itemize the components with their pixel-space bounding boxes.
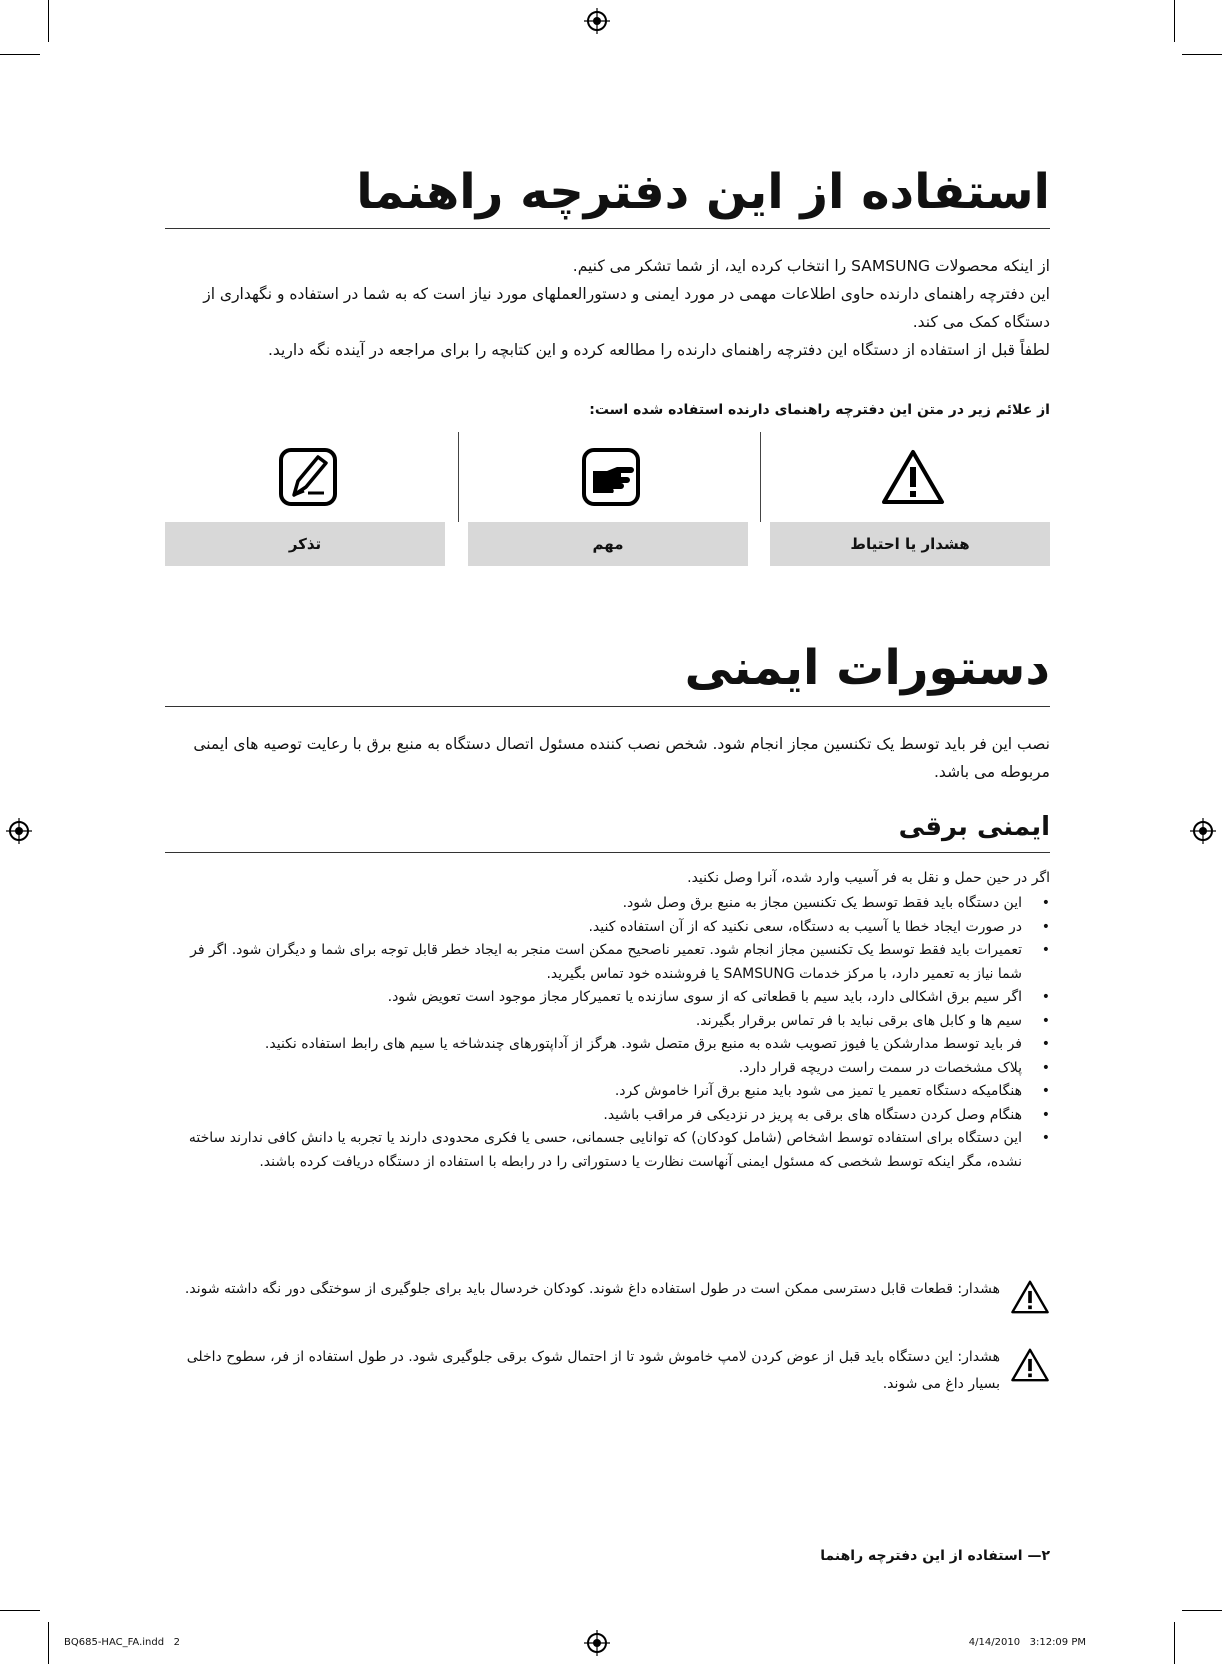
electrical-safety-list: [180, 892, 1050, 1174]
print-slug-file: BQ685-HAC_FA.indd 2: [64, 1637, 180, 1648]
subtitle-divider: [165, 852, 1050, 853]
section-title-safety: دستورات ایمنی: [684, 640, 1050, 696]
list-item: • سیم ها و کابل های برقی نباید با فر تماس برقرار بگیرند.: [695, 1012, 1050, 1029]
list-item: • پلاک مشخصات در سمت راست دریچه قرار دارد.: [738, 1059, 1050, 1076]
list-item: • این دستگاه باید فقط توسط یک تکنسین مجاز به منبع برق وصل شود.: [622, 895, 1050, 911]
crop-mark: [1174, 1622, 1175, 1664]
crop-mark: [0, 1610, 40, 1611]
warning-text: هشدار: قطعات قابل دسترسی ممکن است در طول استفاده داغ شوند. کودکان خردسال باید برای جلوگیری از سوختگی دور نگه داشته شوند.: [184, 1281, 1000, 1297]
symbol-label-note: تذکر: [165, 522, 445, 566]
symbol-cell: [468, 432, 753, 522]
warning-triangle-icon: [1010, 1280, 1050, 1314]
registration-mark-icon: [1190, 818, 1216, 844]
symbol-cell: [770, 432, 1055, 522]
list-item: • این دستگاه برای استفاده توسط اشخاص (شامل کودکان) که توانایی جسمانی، حسی یا فکری محدودی دارند یا تجربه یا دانش کافی ندارند ساخته نشده، مگر اینکه توسط شخصی که مسئول ایمنی آنهاست نظارت یا دستوراتی را در رابطه با استفاده از دستگاه دریافت کرده باشند.: [188, 1130, 1050, 1170]
symbols-legend-title: از علائم زیر در متن این دفترچه راهنمای دارنده استفاده شده است:: [589, 402, 1050, 418]
list-item: • فر باید توسط مدارشکن یا فیوز تصویب شده به منبع برق متصل شود. هرگز از آداپتورهای چندشاخه یا سیم های رابط استفاده نکنید.: [264, 1036, 1050, 1052]
warning-block: [170, 1276, 1050, 1303]
pointing-hand-icon: [581, 447, 641, 507]
symbol-divider: [760, 432, 761, 522]
intro-paragraph: لطفاً قبل از استفاده از دستگاه این دفترچه راهنمای دارنده را مطالعه کرده و این کتابچه را برای مراجعه در آینده نگه دارید.: [267, 341, 1050, 359]
crop-mark: [48, 1622, 49, 1664]
crop-mark: [0, 54, 40, 55]
title-divider: [165, 228, 1050, 229]
crop-mark: [1182, 1610, 1222, 1611]
list-item: • هنگام وصل کردن دستگاه های برقی به پریز در نزدیکی فر مراقب باشید.: [603, 1106, 1050, 1123]
registration-mark-icon: [584, 1630, 610, 1656]
print-slug-date: 4/14/2010 3:12:09 PM: [968, 1637, 1086, 1648]
safety-intro-paragraph: نصب این فر باید توسط یک تکنسین مجاز انجام شود. شخص نصب کننده مسئول اتصال دستگاه به منبع برق با رعایت توصیه های ایمنی مربوطه می باشد.: [193, 735, 1050, 781]
list-item: • تعمیرات باید فقط توسط یک تکنسین مجاز انجام شود. تعمیر ناصحیح ممکن است منجر به ایجاد خطر قابل توجه برای شما و دیگران شود. اگر فر شما نیاز به تعمیر دارد، با مرکز خدمات SAMSUNG یا فروشنده خود تماس بگیرید.: [190, 942, 1050, 982]
registration-mark-icon: [6, 818, 32, 844]
section-subtitle-electrical: ایمنی برقی: [898, 812, 1050, 842]
intro-paragraph: این دفترچه راهنمای دارنده حاوی اطلاعات مهمی در مورد ایمنی و دستورالعملهای مورد نیاز است که به شما در استفاده و نگهداری از دستگاه کمک می کند.: [203, 285, 1050, 331]
list-item: • اگر سیم برق اشکالی دارد، باید سیم با قطعاتی که از سوی سازنده یا تعمیرکار مجاز موجود است تعویض شود.: [387, 989, 1050, 1005]
symbol-cell: [165, 432, 450, 522]
warning-text: هشدار: این دستگاه باید قبل از عوض کردن لامپ خاموش شود تا از احتمال شوک برقی جلوگیری شود. در طول استفاده از فر، سطوح داخلی بسیار داغ می شوند.: [186, 1349, 1000, 1392]
registration-mark-icon: [584, 8, 610, 34]
symbol-divider: [458, 432, 459, 522]
crop-mark: [1182, 54, 1222, 55]
intro-paragraph: از اینکه محصولات SAMSUNG را انتخاب کرده اید، از شما تشکر می کنیم.: [572, 257, 1050, 275]
symbol-label-warning: هشدار یا احتیاط: [770, 522, 1050, 566]
symbol-label-important: مهم: [468, 522, 748, 566]
warning-triangle-icon: [881, 449, 945, 505]
title-divider: [165, 706, 1050, 707]
pencil-note-icon: [278, 447, 338, 507]
crop-mark: [1174, 0, 1175, 42]
crop-mark: [48, 0, 49, 42]
page-title: استفاده از این دفترچه راهنما: [356, 164, 1050, 220]
warning-block: [170, 1344, 1050, 1398]
list-item: • در صورت ایجاد خطا یا آسیب به دستگاه، سعی نکنید که از آن استفاده کنید.: [588, 918, 1050, 935]
electrical-note: اگر در حین حمل و نقل به فر آسیب وارد شده، آنرا وصل نکنید.: [687, 870, 1050, 886]
warning-triangle-icon: [1010, 1348, 1050, 1382]
list-item: • هنگامیکه دستگاه تعمیر یا تمیز می شود باید منبع برق آنرا خاموش کرد.: [614, 1083, 1050, 1099]
page-footer: ۲— استفاده از این دفترچه راهنما: [820, 1548, 1050, 1564]
